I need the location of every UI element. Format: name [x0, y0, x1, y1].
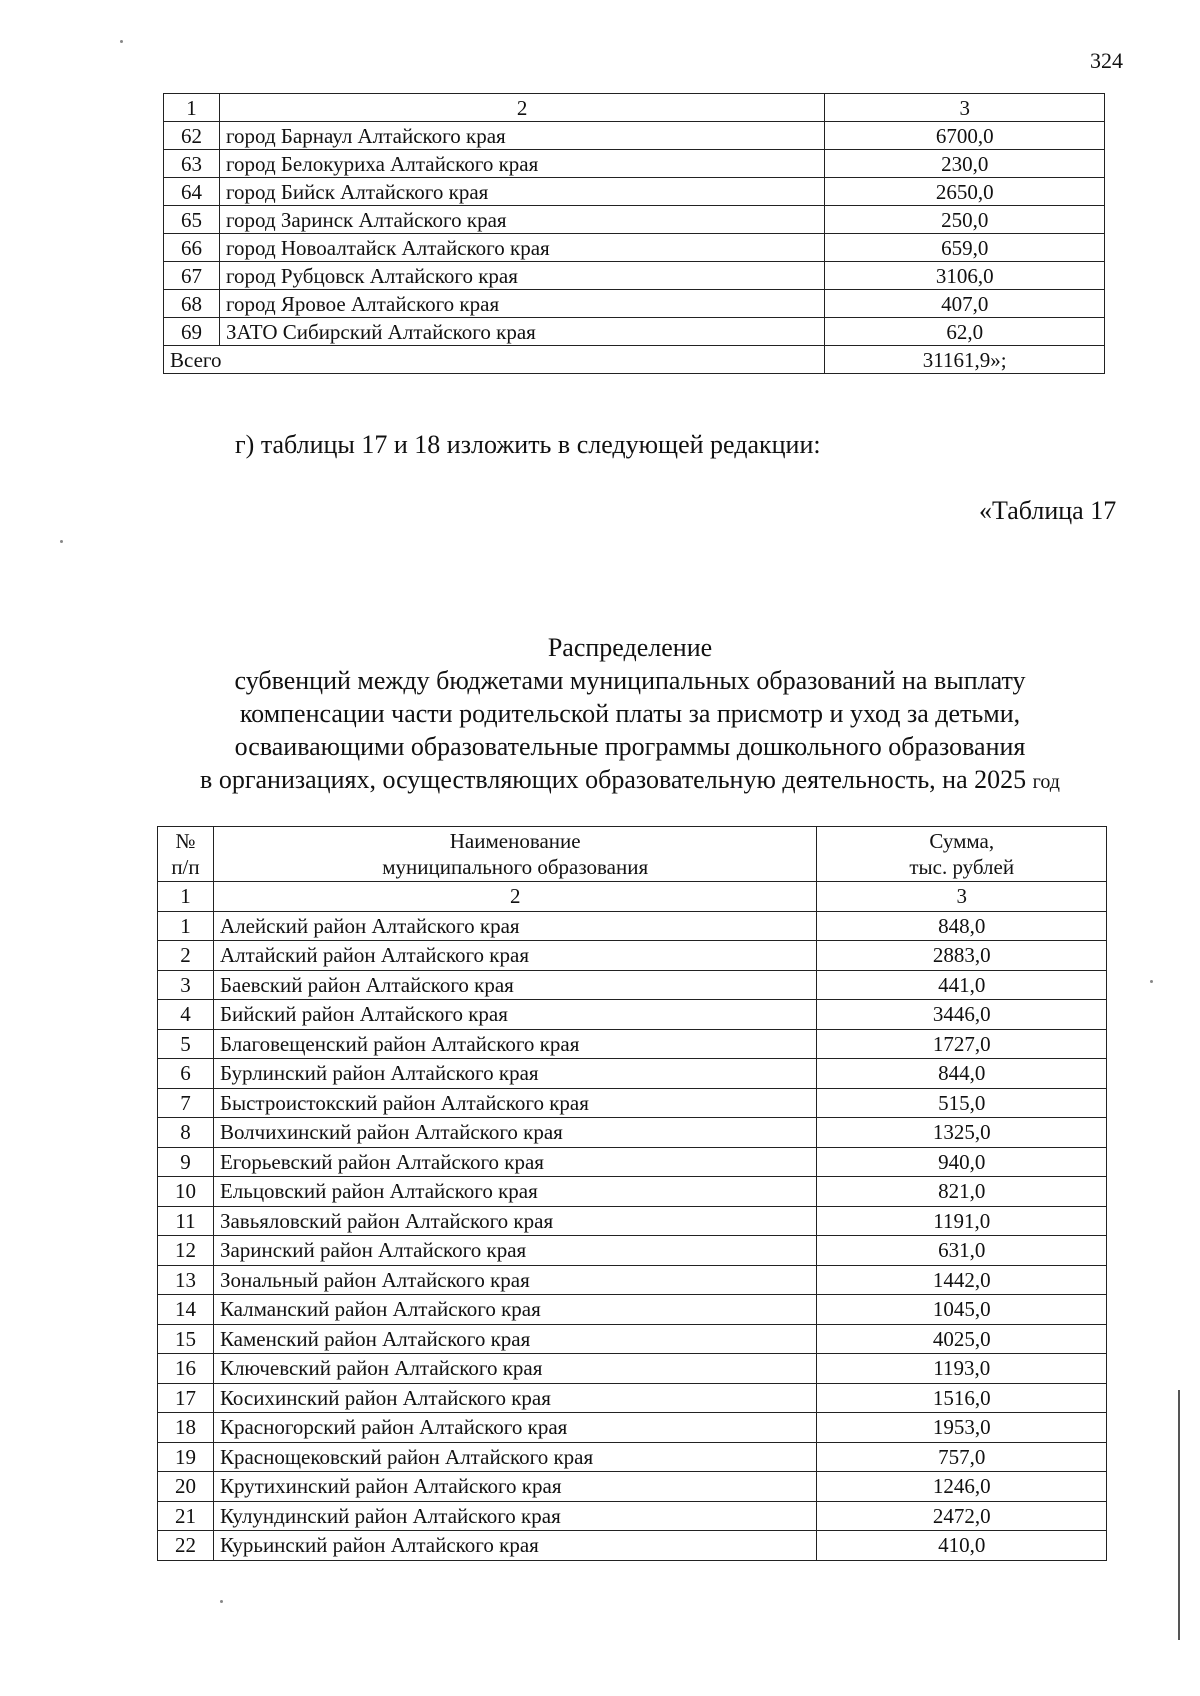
row-name: Краснощековский район Алтайского края — [213, 1442, 817, 1472]
title-line-tail: год — [1032, 771, 1060, 793]
table-row — [164, 122, 1105, 150]
table-17-body — [158, 827, 1107, 1561]
table-row — [158, 1059, 1107, 1089]
table-header-row — [164, 94, 1105, 122]
row-name: Зональный район Алтайского края — [213, 1265, 817, 1295]
table-row — [164, 150, 1105, 178]
table-row — [158, 1147, 1107, 1177]
table-row — [164, 318, 1105, 346]
row-name: город Рубцовск Алтайского края — [219, 262, 824, 290]
row-name: Бийский район Алтайского края — [213, 1000, 817, 1030]
row-value: 1325,0 — [817, 1118, 1107, 1148]
row-value: 940,0 — [817, 1147, 1107, 1177]
row-value: 757,0 — [817, 1442, 1107, 1472]
row-name: Баевский район Алтайского края — [213, 970, 817, 1000]
total-label: Всего — [164, 346, 825, 374]
table-row — [158, 1000, 1107, 1030]
header-amount — [817, 827, 1107, 882]
row-number: 2 — [158, 941, 214, 971]
row-number: 22 — [158, 1531, 214, 1561]
table-row — [158, 1118, 1107, 1148]
table-17 — [157, 826, 1107, 1561]
row-name: Кулундинский район Алтайского края — [213, 1501, 817, 1531]
header-text: Сумма, — [929, 829, 995, 853]
table-row — [164, 290, 1105, 318]
total-row — [164, 346, 1105, 374]
row-value: 821,0 — [817, 1177, 1107, 1207]
row-number: 5 — [158, 1029, 214, 1059]
row-value: 1191,0 — [817, 1206, 1107, 1236]
row-number: 15 — [158, 1324, 214, 1354]
row-number: 1 — [158, 911, 214, 941]
row-name: Быстроистокский район Алтайского края — [213, 1088, 817, 1118]
row-value: 1442,0 — [817, 1265, 1107, 1295]
row-number: 64 — [164, 178, 220, 206]
row-number: 63 — [164, 150, 220, 178]
row-value: 3106,0 — [825, 262, 1105, 290]
header-text: тыс. рублей — [909, 855, 1015, 879]
row-number: 7 — [158, 1088, 214, 1118]
table-row — [158, 1324, 1107, 1354]
row-value: 631,0 — [817, 1236, 1107, 1266]
row-value: 844,0 — [817, 1059, 1107, 1089]
scan-edge-line — [1178, 1390, 1180, 1640]
row-name: город Барнаул Алтайского края — [219, 122, 824, 150]
row-value: 1727,0 — [817, 1029, 1107, 1059]
table-row — [158, 1442, 1107, 1472]
table-row — [158, 1295, 1107, 1325]
header-number — [158, 827, 214, 882]
table-row — [158, 1472, 1107, 1502]
table-row — [158, 1029, 1107, 1059]
scan-speck — [120, 40, 123, 43]
row-number: 65 — [164, 206, 220, 234]
table-row — [158, 1531, 1107, 1561]
table-row — [158, 1413, 1107, 1443]
row-value: 1516,0 — [817, 1383, 1107, 1413]
index-cell: 1 — [158, 882, 214, 912]
row-number: 14 — [158, 1295, 214, 1325]
scan-speck — [1150, 980, 1153, 983]
row-value: 441,0 — [817, 970, 1107, 1000]
scan-speck — [60, 540, 63, 543]
title-line: Распределение — [547, 633, 713, 662]
table-row — [164, 206, 1105, 234]
row-name: Заринский район Алтайского края — [213, 1236, 817, 1266]
row-name: Алейский район Алтайского края — [213, 911, 817, 941]
table-row — [158, 970, 1107, 1000]
row-name: город Заринск Алтайского края — [219, 206, 824, 234]
row-name: город Белокуриха Алтайского края — [219, 150, 824, 178]
title-line: осваивающими образовательные программы дошкольного образования — [234, 732, 1026, 761]
previous-table — [163, 93, 1105, 374]
row-value: 230,0 — [825, 150, 1105, 178]
title-line: компенсации части родительской платы за присмотр и уход за детьми, — [239, 699, 1021, 728]
row-name: Косихинский район Алтайского края — [213, 1383, 817, 1413]
table-row — [158, 1236, 1107, 1266]
row-value: 2883,0 — [817, 941, 1107, 971]
row-value: 250,0 — [825, 206, 1105, 234]
row-value: 410,0 — [817, 1531, 1107, 1561]
row-value: 1045,0 — [817, 1295, 1107, 1325]
instruction-text: г) таблицы 17 и 18 изложить в следующей редакции: — [235, 430, 821, 459]
row-number: 19 — [158, 1442, 214, 1472]
title-line-main: в организациях, осуществляющих образовательную деятельность, на 2025 — [200, 765, 1027, 794]
table-header-row — [158, 827, 1107, 882]
table-title — [150, 631, 1110, 799]
row-name: город Новоалтайск Алтайского края — [219, 234, 824, 262]
row-number: 66 — [164, 234, 220, 262]
row-name: Курьинский район Алтайского края — [213, 1531, 817, 1561]
table-row — [164, 178, 1105, 206]
row-number: 3 — [158, 970, 214, 1000]
row-name: Калманский район Алтайского края — [213, 1295, 817, 1325]
table-row — [158, 1501, 1107, 1531]
row-value: 515,0 — [817, 1088, 1107, 1118]
table-label: «Таблица 17 — [979, 496, 1117, 525]
table-row — [158, 1383, 1107, 1413]
row-name: Красногорский район Алтайского края — [213, 1413, 817, 1443]
row-number: 62 — [164, 122, 220, 150]
index-cell: 2 — [213, 882, 817, 912]
row-value: 1193,0 — [817, 1354, 1107, 1384]
row-value: 6700,0 — [825, 122, 1105, 150]
row-number: 16 — [158, 1354, 214, 1384]
row-value: 659,0 — [825, 234, 1105, 262]
row-number: 17 — [158, 1383, 214, 1413]
row-name: Егорьевский район Алтайского края — [213, 1147, 817, 1177]
row-name: Каменский район Алтайского края — [213, 1324, 817, 1354]
table-row — [164, 234, 1105, 262]
table-row — [158, 911, 1107, 941]
previous-table-body — [164, 94, 1105, 374]
row-number: 20 — [158, 1472, 214, 1502]
row-number: 18 — [158, 1413, 214, 1443]
row-number: 12 — [158, 1236, 214, 1266]
scan-speck — [220, 1600, 223, 1603]
row-name: Алтайский район Алтайского края — [213, 941, 817, 971]
row-value: 407,0 — [825, 290, 1105, 318]
row-value: 62,0 — [825, 318, 1105, 346]
row-name: Крутихинский район Алтайского края — [213, 1472, 817, 1502]
row-value: 4025,0 — [817, 1324, 1107, 1354]
row-name: Завьяловский район Алтайского края — [213, 1206, 817, 1236]
row-name: Благовещенский район Алтайского края — [213, 1029, 817, 1059]
row-number: 69 — [164, 318, 220, 346]
row-number: 6 — [158, 1059, 214, 1089]
row-value: 3446,0 — [817, 1000, 1107, 1030]
row-number: 21 — [158, 1501, 214, 1531]
table-row — [158, 1354, 1107, 1384]
page-number: 324 — [1090, 48, 1123, 73]
header-cell: 2 — [219, 94, 824, 122]
row-number: 11 — [158, 1206, 214, 1236]
total-value: 31161,9»; — [825, 346, 1105, 374]
table-row — [158, 1177, 1107, 1207]
header-text: п/п — [171, 855, 200, 879]
table-index-row — [158, 882, 1107, 912]
row-number: 67 — [164, 262, 220, 290]
row-number: 13 — [158, 1265, 214, 1295]
table-row — [158, 941, 1107, 971]
table-row — [158, 1265, 1107, 1295]
row-number: 8 — [158, 1118, 214, 1148]
header-text: Наименование — [449, 829, 581, 853]
row-value: 848,0 — [817, 911, 1107, 941]
row-number: 9 — [158, 1147, 214, 1177]
header-name — [213, 827, 817, 882]
header-cell: 1 — [164, 94, 220, 122]
row-name: город Яровое Алтайского края — [219, 290, 824, 318]
row-value: 2472,0 — [817, 1501, 1107, 1531]
header-text: № — [175, 829, 196, 853]
row-number: 10 — [158, 1177, 214, 1207]
row-name: ЗАТО Сибирский Алтайского края — [219, 318, 824, 346]
row-name: Ельцовский район Алтайского края — [213, 1177, 817, 1207]
row-name: город Бийск Алтайского края — [219, 178, 824, 206]
table-row — [164, 262, 1105, 290]
row-value: 1246,0 — [817, 1472, 1107, 1502]
row-value: 1953,0 — [817, 1413, 1107, 1443]
row-name: Бурлинский район Алтайского края — [213, 1059, 817, 1089]
row-name: Ключевский район Алтайского края — [213, 1354, 817, 1384]
row-number: 68 — [164, 290, 220, 318]
row-number: 4 — [158, 1000, 214, 1030]
header-text: муниципального образования — [382, 855, 649, 879]
table-row — [158, 1088, 1107, 1118]
index-cell: 3 — [817, 882, 1107, 912]
title-line: субвенций между бюджетами муниципальных образований на выплату — [234, 666, 1026, 695]
title-line — [150, 763, 1110, 799]
table-row — [158, 1206, 1107, 1236]
header-cell: 3 — [825, 94, 1105, 122]
row-value: 2650,0 — [825, 178, 1105, 206]
row-name: Волчихинский район Алтайского края — [213, 1118, 817, 1148]
